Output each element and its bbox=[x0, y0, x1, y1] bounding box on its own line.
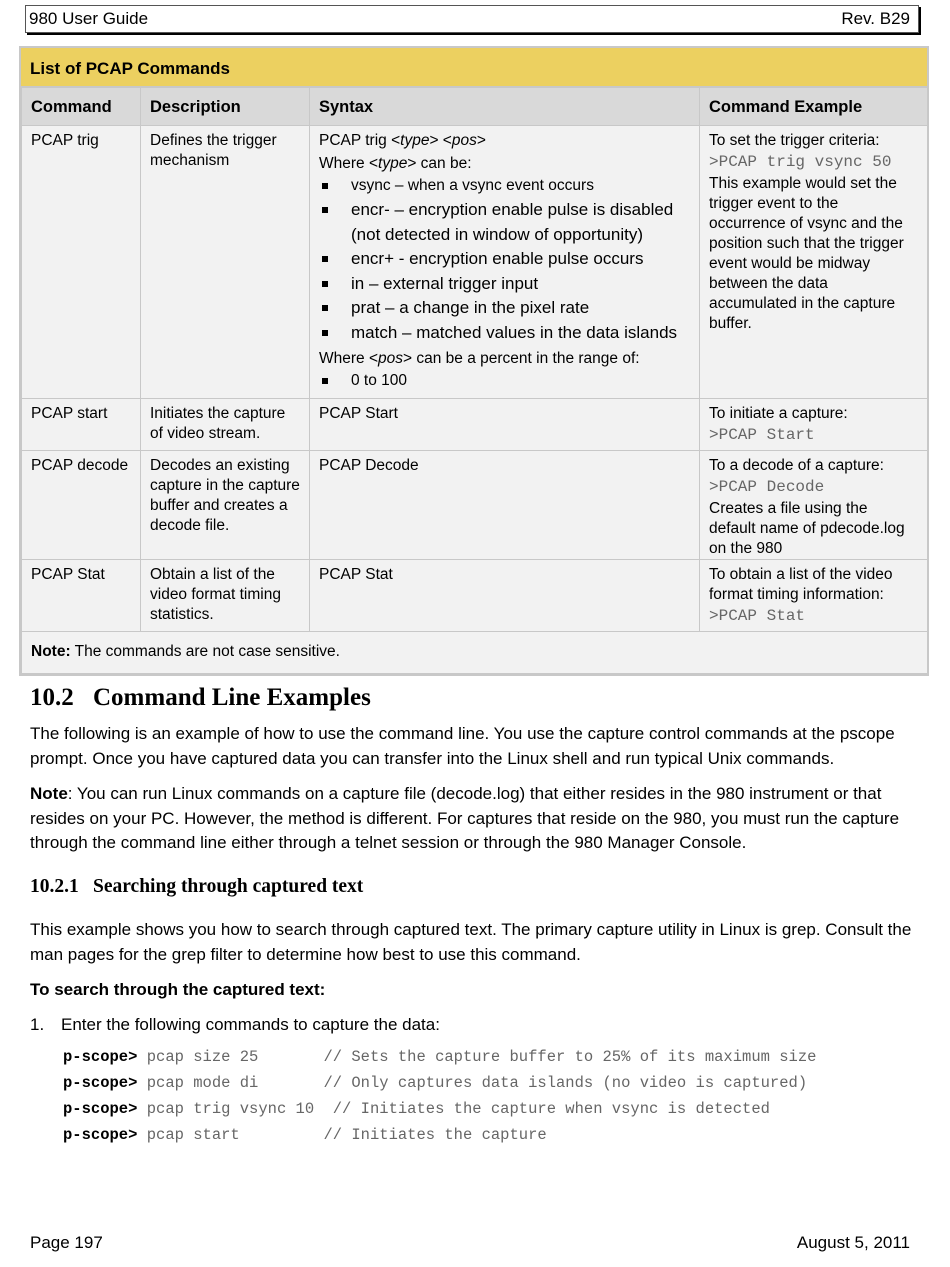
table-row bbox=[22, 399, 928, 451]
cell-command: PCAP start bbox=[22, 399, 141, 451]
cell-example bbox=[700, 451, 928, 560]
example-command: >PCAP Start bbox=[709, 426, 815, 444]
page-date: August 5, 2011 bbox=[796, 1233, 910, 1252]
code-line: p-scope> pcap trig vsync 10 // Initiates the capture when vsync is detected bbox=[63, 1100, 770, 1118]
col-header-description: Description bbox=[141, 88, 310, 126]
col-header-example: Command Example bbox=[700, 88, 928, 126]
section-note-paragraph: Note: You can run Linux commands on a capture file (decode.log) that either resides in the 980 instrument or that resides on your PC. However, the method is different. For captures that reside on the 980, you must run the capture through the command line either through a telnet session or through the 980 Manager Console. bbox=[30, 784, 900, 852]
example-command: >PCAP Decode bbox=[709, 478, 825, 496]
list-item: in – external trigger input bbox=[319, 272, 690, 297]
pos-intro: Where <pos> can be a percent in the range of: bbox=[319, 350, 640, 367]
subsection-heading: 10.2.1 Searching through captured text bbox=[30, 876, 364, 897]
list-item: match – matched values in the data islands bbox=[319, 321, 690, 346]
cell-syntax: PCAP Decode bbox=[310, 451, 700, 560]
doc-revision: Rev. B29 bbox=[841, 9, 910, 28]
col-header-command: Command bbox=[22, 88, 141, 126]
cell-example bbox=[700, 126, 928, 399]
type-options-list bbox=[319, 176, 690, 196]
type-intro: Where <type> can be: bbox=[319, 155, 472, 172]
table-caption: List of PCAP Commands bbox=[21, 48, 927, 87]
example-command: >PCAP Stat bbox=[709, 607, 806, 625]
example-command: >PCAP trig vsync 50 bbox=[709, 153, 892, 171]
section-heading: 10.2 Command Line Examples bbox=[30, 684, 371, 711]
cell-description: Defines the trigger mechanism bbox=[141, 126, 310, 399]
table-note: Note: The commands are not case sensitive. bbox=[22, 632, 928, 674]
example-intro: To a decode of a capture: bbox=[709, 457, 884, 474]
col-header-syntax: Syntax bbox=[310, 88, 700, 126]
code-line: p-scope> pcap start // Initiates the capture bbox=[63, 1126, 547, 1144]
cell-syntax: PCAP Start bbox=[310, 399, 700, 451]
example-intro: To obtain a list of the video format timing information: bbox=[709, 566, 893, 603]
procedure-step: 1. Enter the following commands to capture the data: bbox=[30, 1015, 440, 1034]
type-options-list bbox=[319, 198, 690, 345]
table-row bbox=[22, 451, 928, 560]
example-intro: To set the trigger criteria: bbox=[709, 132, 880, 149]
page-header bbox=[25, 5, 919, 33]
subsection-paragraph: This example shows you how to search through captured text. The primary capture utility in Linux is grep. Consult the man pages for the grep filter to determine how best to use this command. bbox=[30, 920, 912, 964]
page-number: Page 197 bbox=[30, 1233, 103, 1252]
list-item: encr- – encryption enable pulse is disabled (not detected in window of opportunity) bbox=[319, 198, 690, 247]
list-item: vsync – when a vsync event occurs bbox=[319, 176, 690, 196]
pos-options-list bbox=[319, 371, 690, 391]
cell-syntax bbox=[310, 126, 700, 399]
table-row bbox=[22, 126, 928, 399]
example-intro: To initiate a capture: bbox=[709, 405, 848, 422]
list-item: encr+ - encryption enable pulse occurs bbox=[319, 247, 690, 272]
code-line: p-scope> pcap size 25 // Sets the capture buffer to 25% of its maximum size bbox=[63, 1048, 817, 1066]
pcap-commands-table bbox=[19, 46, 929, 676]
table-note-row bbox=[22, 632, 928, 674]
code-line: p-scope> pcap mode di // Only captures data islands (no video is captured) bbox=[63, 1074, 808, 1092]
procedure-title: To search through the captured text: bbox=[30, 980, 326, 999]
cell-description: Initiates the capture of video stream. bbox=[141, 399, 310, 451]
doc-title: 980 User Guide bbox=[29, 9, 149, 28]
code-block bbox=[63, 1044, 816, 1148]
list-item: 0 to 100 bbox=[319, 371, 690, 391]
example-note: This example would set the trigger event to the occurrence of vsync and the position such that the trigger event would be midway between the data accumulated in the capture buffer. bbox=[709, 175, 904, 332]
cell-command: PCAP Stat bbox=[22, 560, 141, 632]
table-header-row bbox=[22, 88, 928, 126]
syntax-line: PCAP trig <type> <pos> bbox=[319, 132, 486, 149]
cell-command: PCAP trig bbox=[22, 126, 141, 399]
list-item: prat – a change in the pixel rate bbox=[319, 296, 690, 321]
cell-example bbox=[700, 399, 928, 451]
section-intro-paragraph: The following is an example of how to use the command line. You use the capture control commands at the pscope prompt. Once you have captured data you can transfer into the Linux shell and run typical Unix commands. bbox=[30, 724, 895, 768]
table-row bbox=[22, 560, 928, 632]
cell-example bbox=[700, 560, 928, 632]
cell-syntax: PCAP Stat bbox=[310, 560, 700, 632]
cell-description: Decodes an existing capture in the capture buffer and creates a decode file. bbox=[141, 451, 310, 560]
cell-description: Obtain a list of the video format timing statistics. bbox=[141, 560, 310, 632]
cell-command: PCAP decode bbox=[22, 451, 141, 560]
example-note: Creates a file using the default name of pdecode.log on the 980 bbox=[709, 500, 905, 557]
